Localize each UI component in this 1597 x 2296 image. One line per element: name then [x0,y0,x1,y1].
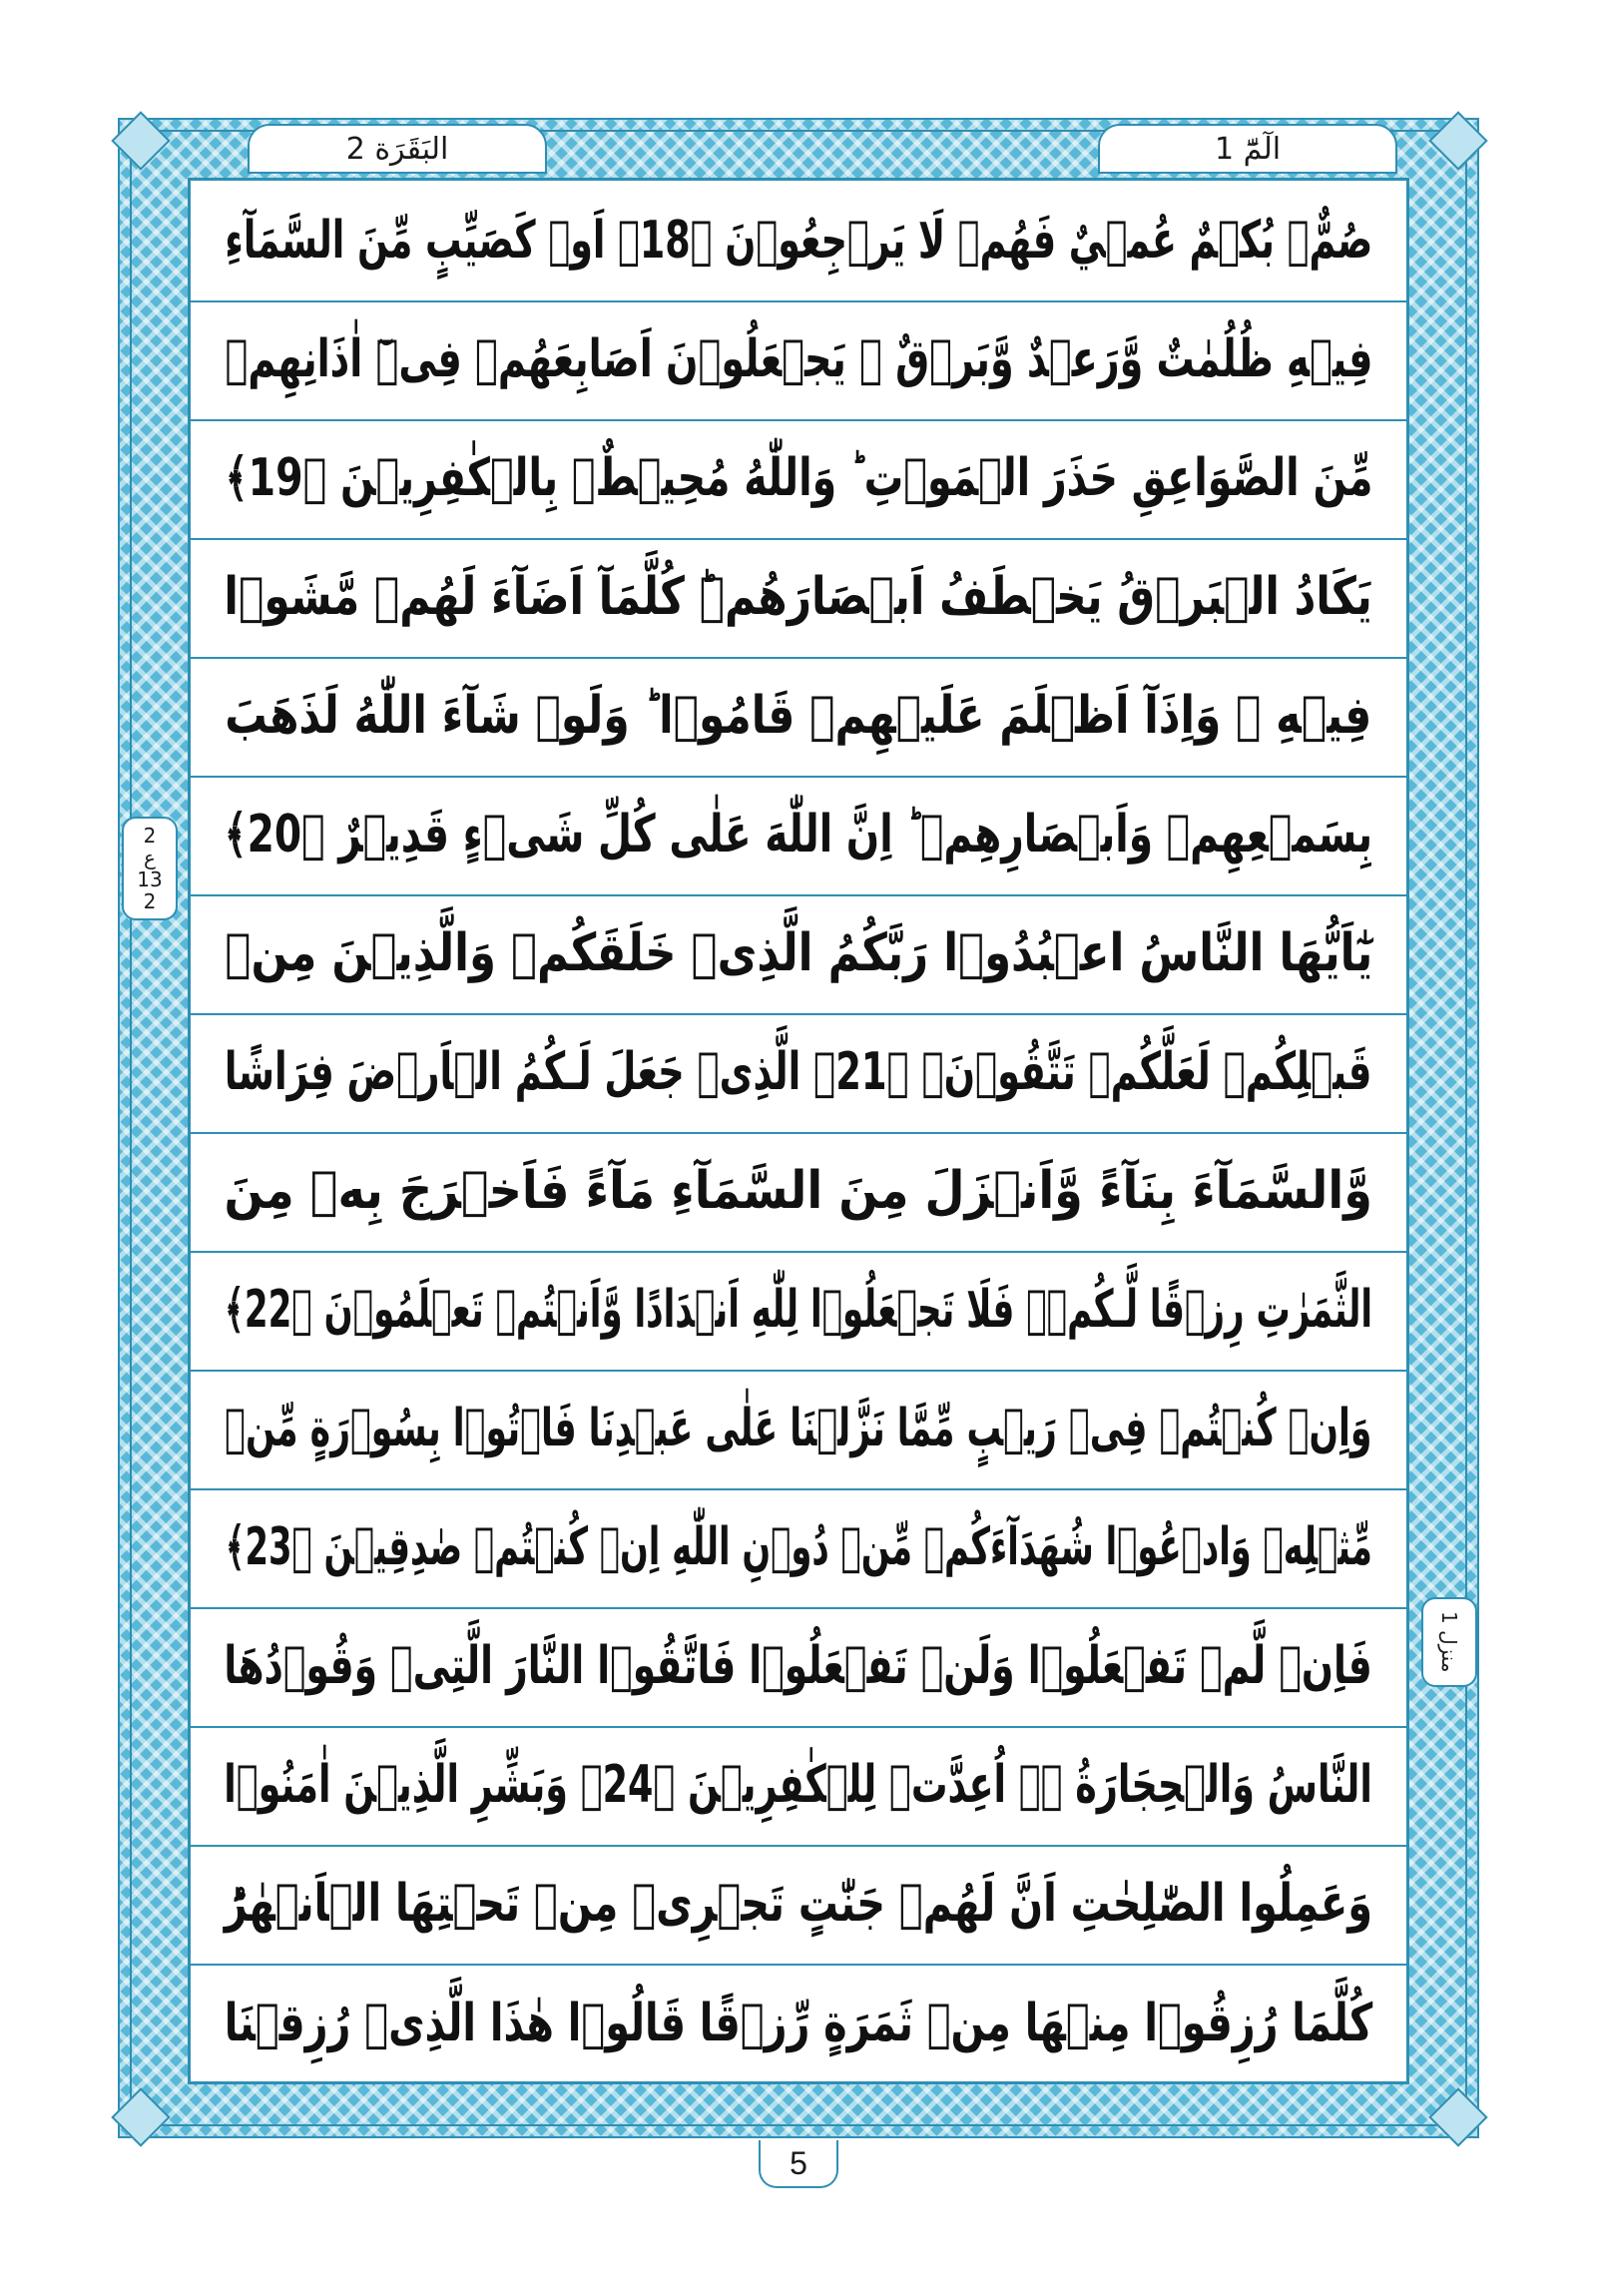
manzil-label: منزل 1 [1437,1611,1461,1673]
line-text: وَّالسَّمَآءَ بِنَآءً وَّاَنۡزَلَ مِنَ السَّمَآءِ مَآءً فَاَخۡرَجَ بِهٖ مِنَ [224,1161,1373,1221]
text-line [191,1369,1406,1490]
line-text: النَّاسُ وَالۡحِجَارَةُ ۖۚ اُعِدَّتۡ لِلۡكٰفِرِيۡنَ ﴿24﴾ وَبَشِّرِ الَّذِيۡنَ اٰمَنُوۡا [224,1755,1373,1815]
line-text: بِسَمۡعِهِمۡ وَاَبۡصَارِهِمۡ ؕ اِنَّ اللّٰهَ عَلٰى كُلِّ شَىۡءٍ قَدِيۡرٌ ﴿20﴾ [224,805,1373,864]
text-line [191,893,1406,1015]
text-line [191,1487,1406,1609]
para-label: الٓمّٓ 1 [1098,124,1397,174]
text-line [191,1131,1406,1253]
line-text: فَاِنۡ لَّمۡ تَفۡعَلُوۡا وَلَنۡ تَفۡعَلُوۡا فَاتَّقُوۡا النَّارَ الَّتِىۡ وَقُوۡدُهَا [224,1636,1373,1696]
ruku-marker [122,817,178,920]
text-line [191,656,1406,778]
line-text: قَبۡلِكُمۡ لَعَلَّكُمۡ تَتَّقُوۡنَۙ ﴿21﴾ الَّذِىۡ جَعَلَ لَـكُمُ الۡاَرۡضَ فِرَاشًا [225,1042,1372,1102]
line-text: فِيۡهِ ۙ وَاِذَآ اَظۡلَمَ عَلَيۡهِمۡ قَامُوۡا ؕ وَلَوۡ شَآءَ اللّٰهُ لَذَهَبَ [225,686,1372,746]
ruku-marker-number: 13 [137,867,163,891]
page-number: 5 [759,2140,838,2188]
line-text: مِّثۡلِهٖ وَادۡعُوۡا شُهَدَآءَكُمۡ مِّنۡ دُوۡنِ اللّٰهِ اِنۡ كُنۡتُمۡ صٰدِقِيۡنَ ﴿23﴾ [225,1517,1372,1577]
line-text: وَاِنۡ كُنۡتُمۡ فِىۡ رَيۡبٍ مِّمَّا نَزَّلۡنَا عَلٰى عَبۡدِنَا فَاۡتُوۡا بِسُوۡرَةٍ مِّنۡ [225,1399,1372,1458]
text-line [191,418,1406,540]
line-text: فِيۡهِ ظُلُمٰتٌ وَّرَعۡدٌ وَّبَرۡقٌ ۚ يَجۡعَلُوۡنَ اَصَابِعَهُمۡ فِىۡٓ اٰذَانِهِمۡ [225,329,1372,389]
line-text: الثَّمَرٰتِ رِزۡقًا لَّـكُمۡۚ فَلَا تَجۡعَلُوۡا لِلّٰهِ اَنۡدَادًا وَّاَنۡتُمۡ تَعۡلَمُوۡنَ ﴿22﴾ [224,1280,1373,1340]
manzil-marker [1421,1597,1477,1687]
text-line [191,299,1406,421]
text-line [191,1963,1406,2084]
text-line [191,1725,1406,1847]
text-line [191,1606,1406,1728]
text-panel [188,178,1409,2084]
line-text: يَكَادُ الۡبَرۡقُ يَخۡطَفُ اَبۡصَارَهُمۡؕ كُلَّمَآ اَضَآءَ لَهُمۡ مَّشَوۡا [224,567,1373,627]
line-text: صُمٌّۢ بُكۡمٌ عُمۡيٌ فَهُمۡ لَا يَرۡجِعُوۡنَ ﴿18﴾ اَوۡ كَصَيِّبٍ مِّنَ السَّمَآءِ [224,211,1372,271]
line-text: كُلَّمَا رُزِقُوۡا مِنۡهَا مِنۡ ثَمَرَةٍ رِّزۡقًا قَالُوۡا هٰذَا الَّذِىۡ رُزِقۡنَا [224,1994,1373,2053]
text-line [191,537,1406,659]
surah-label: البَقَرَة 2 [248,124,547,174]
ruku-marker-ain: ع [144,846,156,869]
text-line [191,1250,1406,1372]
text-line [191,775,1406,896]
text-line [191,1844,1406,1966]
ruku-marker-top: 2 [143,824,157,848]
line-text: يٰٓاَيُّهَا النَّاسُ اعۡبُدُوۡا رَبَّكُمُ الَّذِىۡ خَلَقَكُمۡ وَالَّذِيۡنَ مِنۡ [225,923,1372,983]
text-line [191,181,1406,302]
line-text: وَعَمِلُوا الصّٰلِحٰتِ اَنَّ لَهُمۡ جَنّٰتٍ تَجۡرِىۡ مِنۡ تَحۡتِهَا الۡاَنۡهٰرُؕ [224,1874,1373,1934]
text-line [191,1012,1406,1134]
ruku-marker-bottom: 2 [143,889,157,913]
line-text: مِّنَ الصَّوَاعِقِ حَذَرَ الۡمَوۡتِ ؕ وَاللّٰهُ مُحِيۡطٌۢ بِالۡكٰفِرِيۡنَ ﴿19﴾ [225,448,1372,508]
